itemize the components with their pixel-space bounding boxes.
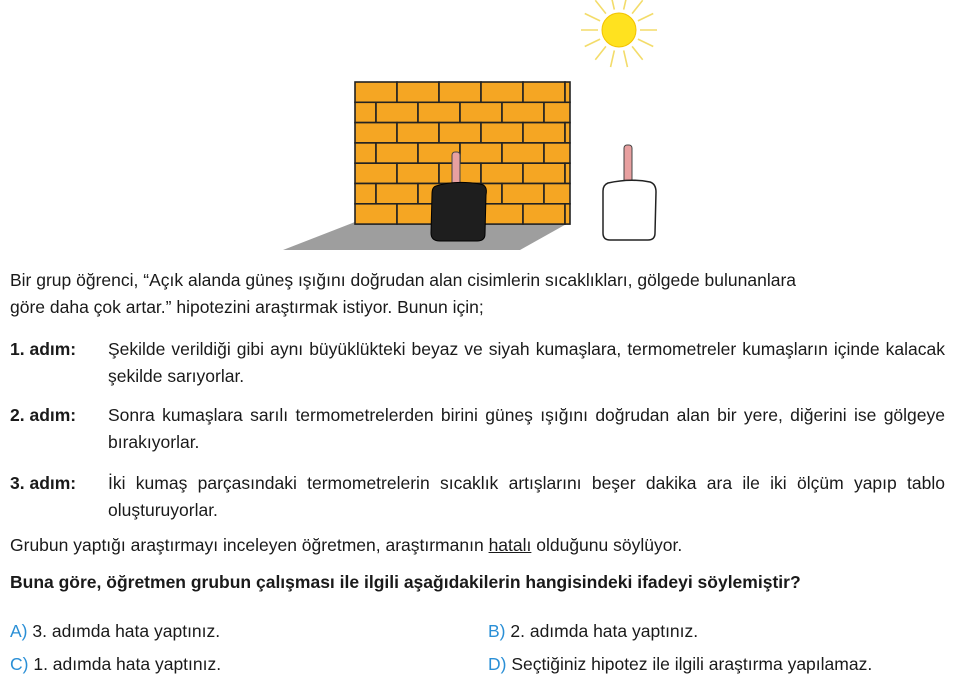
sun-ray xyxy=(638,14,653,21)
step-1 xyxy=(10,336,945,390)
sun-ray xyxy=(595,46,606,59)
conclusion-underlined-word: hatalı xyxy=(488,535,532,555)
option-c-text: 1. adımda hata yaptınız. xyxy=(33,654,222,674)
sun-ray xyxy=(611,50,615,67)
step-2-label: 2. adım: xyxy=(10,405,77,425)
brick xyxy=(523,163,565,183)
brick xyxy=(544,143,570,163)
brick xyxy=(439,82,481,102)
option-b-text: 2. adımda hata yaptınız. xyxy=(510,621,699,641)
sun-ray xyxy=(632,46,643,59)
option-c-letter: C) xyxy=(10,654,29,674)
sun-ray xyxy=(585,39,600,46)
brick xyxy=(502,102,544,122)
sun-icon xyxy=(581,0,657,67)
option-c[interactable] xyxy=(10,654,221,675)
step-1-text: Şekilde verildiği gibi aynı büyüklükteki beyaz ve siyah kumaşlara, termometreler kumaşların içinde kalacak şekilde sarıyorlar. xyxy=(108,339,945,386)
brick xyxy=(523,82,565,102)
option-b-letter: B) xyxy=(488,621,506,641)
sun-ray xyxy=(624,0,628,10)
brick xyxy=(565,204,570,224)
step-2-text: Sonra kumaşlara sarılı termometrelerden birini güneş ışığını doğrudan alan bir yere, diğerini ise gölgeye bırakıyorlar. xyxy=(108,405,945,452)
brick xyxy=(397,82,439,102)
step-2 xyxy=(10,402,945,456)
brick xyxy=(355,163,397,183)
option-d-text: Seçtiğiniz hipotez ile ilgili araştırma yapılamaz. xyxy=(511,654,873,674)
sun-ray xyxy=(595,0,606,13)
option-a[interactable] xyxy=(10,621,220,642)
intro-line-2: göre daha çok artar.” hipotezini araştırmak istiyor. Bunun için; xyxy=(10,297,484,317)
option-a-letter: A) xyxy=(10,621,28,641)
option-d-letter: D) xyxy=(488,654,507,674)
brick xyxy=(460,102,502,122)
sun-ray xyxy=(624,50,628,67)
brick xyxy=(523,123,565,143)
brick xyxy=(418,102,460,122)
brick xyxy=(481,163,523,183)
step-3-label: 3. adım: xyxy=(10,473,77,493)
brick xyxy=(439,123,481,143)
option-d[interactable] xyxy=(488,654,872,675)
brick xyxy=(565,82,570,102)
step-3-text: İki kumaş parçasındaki termometrelerin sıcaklık artışlarını beşer dakika ara ile iki ölçüm yapıp tablo oluşturuyorlar. xyxy=(108,473,945,520)
brick xyxy=(565,163,570,183)
brick xyxy=(565,123,570,143)
brick xyxy=(355,123,397,143)
brick xyxy=(376,184,418,204)
brick xyxy=(502,184,544,204)
brick xyxy=(355,204,397,224)
brick xyxy=(460,143,502,163)
brick xyxy=(397,163,439,183)
white-cloth xyxy=(603,180,656,240)
option-b[interactable] xyxy=(488,621,698,642)
brick xyxy=(544,102,570,122)
wall-shadow xyxy=(283,222,570,250)
brick xyxy=(376,102,418,122)
intro-paragraph xyxy=(10,267,945,321)
step-1-label: 1. adım: xyxy=(10,339,77,359)
brick xyxy=(376,143,418,163)
question-text: Buna göre, öğretmen grubun çalışması ile ilgili aşağıdakilerin hangisindeki ifadeyi söylemiştir? xyxy=(10,572,801,592)
option-a-text: 3. adımda hata yaptınız. xyxy=(32,621,221,641)
sun-ray xyxy=(611,0,615,10)
brick xyxy=(355,184,376,204)
conclusion-sentence xyxy=(10,532,682,559)
intro-line-1: Bir grup öğrenci, “Açık alanda güneş ışığını doğrudan alan cisimlerin sıcaklıkları, gölgede bulunanlara xyxy=(10,270,797,290)
brick xyxy=(355,102,376,122)
conclusion-before: Grubun yaptığı araştırmayı inceleyen öğretmen, araştırmanın xyxy=(10,535,489,555)
sun-ray xyxy=(585,14,600,21)
brick xyxy=(481,82,523,102)
brick xyxy=(481,204,523,224)
brick xyxy=(355,143,376,163)
black-cloth xyxy=(431,182,486,241)
brick xyxy=(397,123,439,143)
brick xyxy=(502,143,544,163)
brick xyxy=(523,204,565,224)
sun-ray xyxy=(638,39,653,46)
experiment-illustration xyxy=(0,0,954,260)
step-3 xyxy=(10,470,945,524)
brick xyxy=(481,123,523,143)
brick xyxy=(355,82,397,102)
brick xyxy=(544,184,570,204)
conclusion-after: olduğunu söylüyor. xyxy=(531,535,683,555)
sun-ray xyxy=(632,0,643,13)
